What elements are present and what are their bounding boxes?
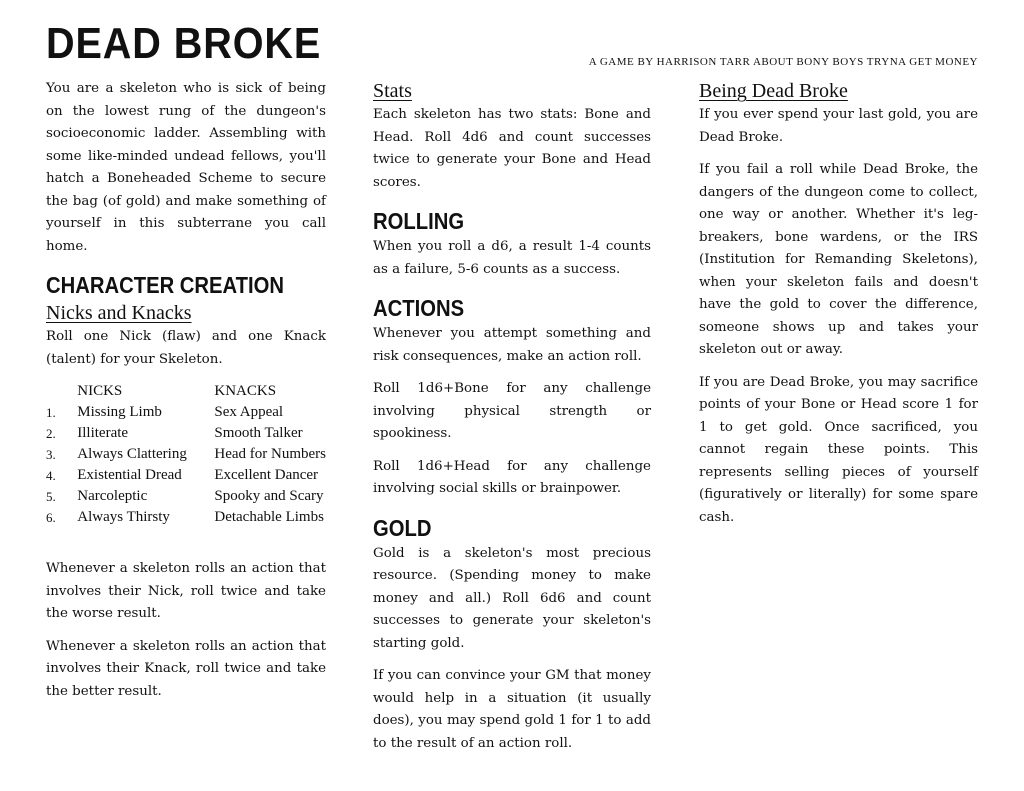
nick-cell: Illiterate: [77, 425, 129, 441]
dead-broke-paragraph-3: If you are Dead Broke, you may sacrifice points of your Bone or Head score 1 for 1 to get gold. Once sacrificed, you cannot regain these points. This represents selling pieces of yourself (figuratively or literally) for some spare cash.: [699, 374, 978, 525]
dead-broke-paragraph-1: If you ever spend your last gold, you are Dead Broke.: [699, 107, 978, 145]
table-row: [46, 465, 326, 486]
row-number: 6.: [46, 510, 56, 525]
nick-cell: Always Clattering: [77, 446, 187, 462]
nicks-knacks-heading: Nicks and Knacks: [46, 302, 192, 324]
table-row: [46, 507, 326, 528]
rolling-paragraph: When you roll a d6, a result 1-4 counts as a failure, 5-6 counts as a success.: [373, 239, 651, 277]
nicks-knacks-table: [46, 381, 326, 528]
table-row: [46, 402, 326, 423]
rolling-heading: ROLLING: [373, 208, 465, 234]
column-1: [46, 78, 326, 713]
knack-rule-paragraph: Whenever a skeleton rolls an action that involves their Knack, roll twice and take the better result.: [46, 638, 326, 699]
being-dead-broke-heading: Being Dead Broke: [699, 80, 848, 102]
knacks-header: KNACKS: [214, 383, 277, 399]
nicks-header: NICKS: [77, 383, 123, 399]
nicks-knacks-paragraph: Roll one Nick (flaw) and one Knack (talent) for your Skeleton.: [46, 329, 326, 367]
row-number: 1.: [46, 405, 56, 420]
stats-heading: Stats: [373, 80, 412, 102]
dead-broke-paragraph-2: If you fail a roll while Dead Broke, the dangers of the dungeon come to collect, one way or another. Whether it's leg-breakers, bone wardens, or the IRS (Institution for Remanding Skeletons), when your skeleton fails and doesn't have the gold to cover the difference, someone shows up and takes your skeleton out or away.: [699, 162, 978, 357]
page-title: DEAD BROKE: [46, 19, 322, 68]
knack-cell: Smooth Talker: [214, 425, 303, 441]
gold-spend-paragraph: If you can convince your GM that money would help in a situation (it usually does), you may spend gold 1 for 1 to add to the result of an action roll.: [373, 668, 651, 751]
nick-cell: Narcoleptic: [77, 488, 148, 504]
gold-heading: GOLD: [373, 514, 432, 541]
row-number: 3.: [46, 447, 56, 462]
table-header-row: [46, 381, 326, 402]
knack-cell: Sex Appeal: [214, 404, 284, 420]
actions-head-paragraph: Roll 1d6+Head for any challenge involving social skills or brainpower.: [373, 458, 651, 496]
gold-paragraph: Gold is a skeleton's most precious resource. (Spending money to make money and all.) Roll 6d6 and count successes to generate your skeleton's starting gold.: [373, 545, 651, 651]
knack-cell: Detachable Limbs: [214, 509, 324, 525]
nick-cell: Existential Dread: [77, 467, 182, 483]
byline: A GAME BY HARRISON TARR ABOUT BONY BOYS TRYNA GET MONEY: [588, 56, 978, 68]
intro-paragraph: You are a skeleton who is sick of being on the lowest rung of the dungeon's socioeconomic ladder. Assembling with some like-minded undead fellows, you'll hatch a Boneheaded Scheme to secure the bag (of gold) and make something of yourself in this subterrane you call home.: [46, 81, 326, 254]
nick-cell: Always Thirsty: [77, 509, 170, 525]
knack-cell: Head for Numbers: [214, 446, 326, 462]
nick-cell: Missing Limb: [77, 404, 162, 420]
row-number: 4.: [46, 468, 56, 483]
row-number: 2.: [46, 426, 56, 441]
actions-paragraph: Whenever you attempt something and risk consequences, make an action roll.: [373, 326, 651, 364]
knack-cell: Excellent Dancer: [214, 467, 319, 483]
column-2: [373, 78, 651, 765]
table-row: [46, 423, 326, 444]
actions-bone-paragraph: Roll 1d6+Bone for any challenge involving physical strength or spookiness.: [373, 381, 651, 441]
stats-paragraph: Each skeleton has two stats: Bone and Head. Roll 4d6 and count successes twice to generate your Bone and Head scores.: [373, 107, 651, 190]
knack-cell: Spooky and Scary: [214, 488, 324, 504]
character-creation-heading: CHARACTER CREATION: [46, 272, 284, 298]
table-row: [46, 444, 326, 465]
table-row: [46, 486, 326, 507]
column-3: [699, 78, 978, 539]
row-number: 5.: [46, 489, 56, 504]
nick-rule-paragraph: Whenever a skeleton rolls an action that involves their Nick, roll twice and take the worse result.: [46, 561, 326, 621]
actions-heading: ACTIONS: [373, 295, 465, 321]
